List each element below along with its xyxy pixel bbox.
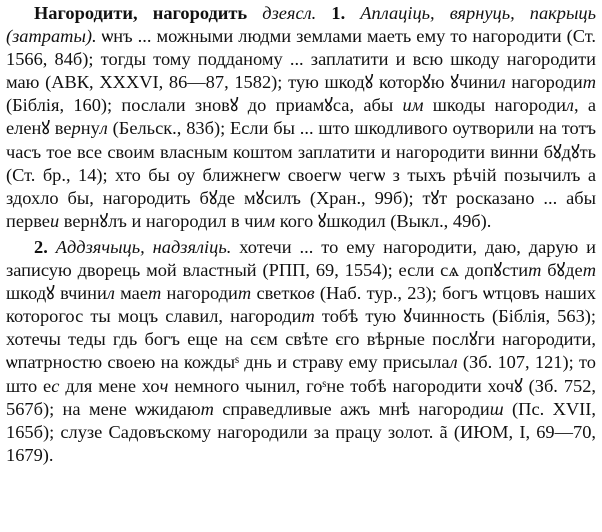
headword-text: 1. (331, 3, 346, 23)
text-segment (316, 3, 331, 23)
text-segment: шкоды нагороди (423, 95, 566, 116)
text-segment: хотечи ... то ему нагородити, даю, дарую и записую дворець мой властный (РПП, 69, 1554); если сѧ допꙋсти (6, 236, 596, 281)
italic-text: р (71, 118, 81, 139)
text-segment: , а еленꙋ ве (6, 95, 596, 139)
text-segment: нагороди (161, 283, 238, 304)
entry-paragraph-1 (6, 2, 596, 233)
italic-text: Аплаціць, вярнуць, пакрыць (затраты). (6, 3, 596, 47)
italic-text: м (263, 210, 276, 231)
text-segment: ѡнъ ... можными людми землами маеть ему то нагородити (Ст. 1566, 84б); тогды тому подданому ... заплатити и всю шкоду нагородити маю (АВК, XXXVI, 86—87, 1582); тую шкодꙋ которꙋю ꙋчини (6, 26, 596, 93)
text-segment: бꙋде (541, 260, 583, 281)
italic-text: л (99, 118, 108, 139)
text-segment: ну (80, 118, 100, 139)
italic-text: в (306, 283, 315, 304)
italic-text: ш (489, 398, 504, 419)
dictionary-entry (6, 2, 596, 467)
text-segment: немного чынил, гоˢне тобѣ нагородити хочꙋ (Зб. 752, 567б); на мене ѡжидаю (6, 375, 596, 419)
text-segment: шкодꙋ вчини (6, 283, 107, 304)
headword-text: 2. (34, 236, 48, 257)
text-segment (345, 3, 360, 23)
italic-text: л (449, 352, 458, 373)
italic-text: т (237, 283, 252, 304)
italic-text: им (402, 95, 424, 116)
entry-paragraph-2 (6, 236, 596, 467)
italic-text: Аддзячыць, надзяліць. (55, 236, 232, 257)
text-segment: (Біблія, 160); послали зновꙋ до приамꙋса, абы (6, 95, 403, 116)
italic-text: т (528, 260, 542, 281)
text-segment: тобѣ тую ꙋчинность (Біблія, 563); хотечы теды гдь богъ еще на сєм свѣте єго вѣрные послꙋги нагородити, ѡпатрностю своею на кождыˢ днь и страву ему присыла (6, 306, 597, 373)
italic-text: т (200, 398, 214, 419)
text-segment: (Пс. XVII, 165б); слузе Садовъскому нагородили за працу золот. ã (ИЮМ, I, 69—70, 1679). (6, 398, 596, 465)
text-segment: для мене хо (59, 375, 160, 396)
italic-text: ч (159, 375, 169, 396)
italic-text: дзеясл. (262, 3, 317, 23)
text-segment: мае (114, 283, 148, 304)
text-segment (48, 237, 56, 257)
italic-text: т (582, 260, 596, 281)
text-segment: справедливые ажъ мнѣ нагороди (213, 398, 490, 419)
italic-text: т (582, 72, 596, 93)
text-segment: (Зб. 107, 121); то што е (6, 352, 596, 396)
italic-text: л (106, 283, 115, 304)
text-segment: светко (251, 283, 307, 304)
italic-text: с (51, 375, 60, 396)
text-segment: кого ꙋшкодил (Выкл., 49б). (275, 210, 492, 231)
text-segment: нагороди (505, 72, 583, 93)
text-segment: вернꙋлъ и нагородил в чи (59, 210, 264, 231)
text-segment (247, 3, 262, 23)
italic-text: л (565, 95, 574, 116)
italic-text: т (147, 283, 162, 304)
italic-text: т (301, 306, 315, 327)
italic-text: и (49, 210, 60, 231)
italic-text: л (497, 72, 506, 93)
headword-text: Нагородити, нагородить (34, 3, 248, 23)
text-segment: (Наб. тур., 23); богъ ѡтцовъ наших которогос ты моцъ славил, нагороди (6, 283, 596, 327)
text-segment: (Бельск., 83б); Если бы ... што шкодливого оутворили на тотъ часъ тое все своим власным коштом заплатити и нагородити винни бꙋдꙋть (Ст. бр., 14); хто бы оу ближнегѡ своегѡ чегѡ з тыхъ рѣчій позычилъ а здохло бы, нагородить бꙋде мꙋсилъ (Хран., 99б); тꙋт росказано ... абы перве (6, 118, 596, 231)
